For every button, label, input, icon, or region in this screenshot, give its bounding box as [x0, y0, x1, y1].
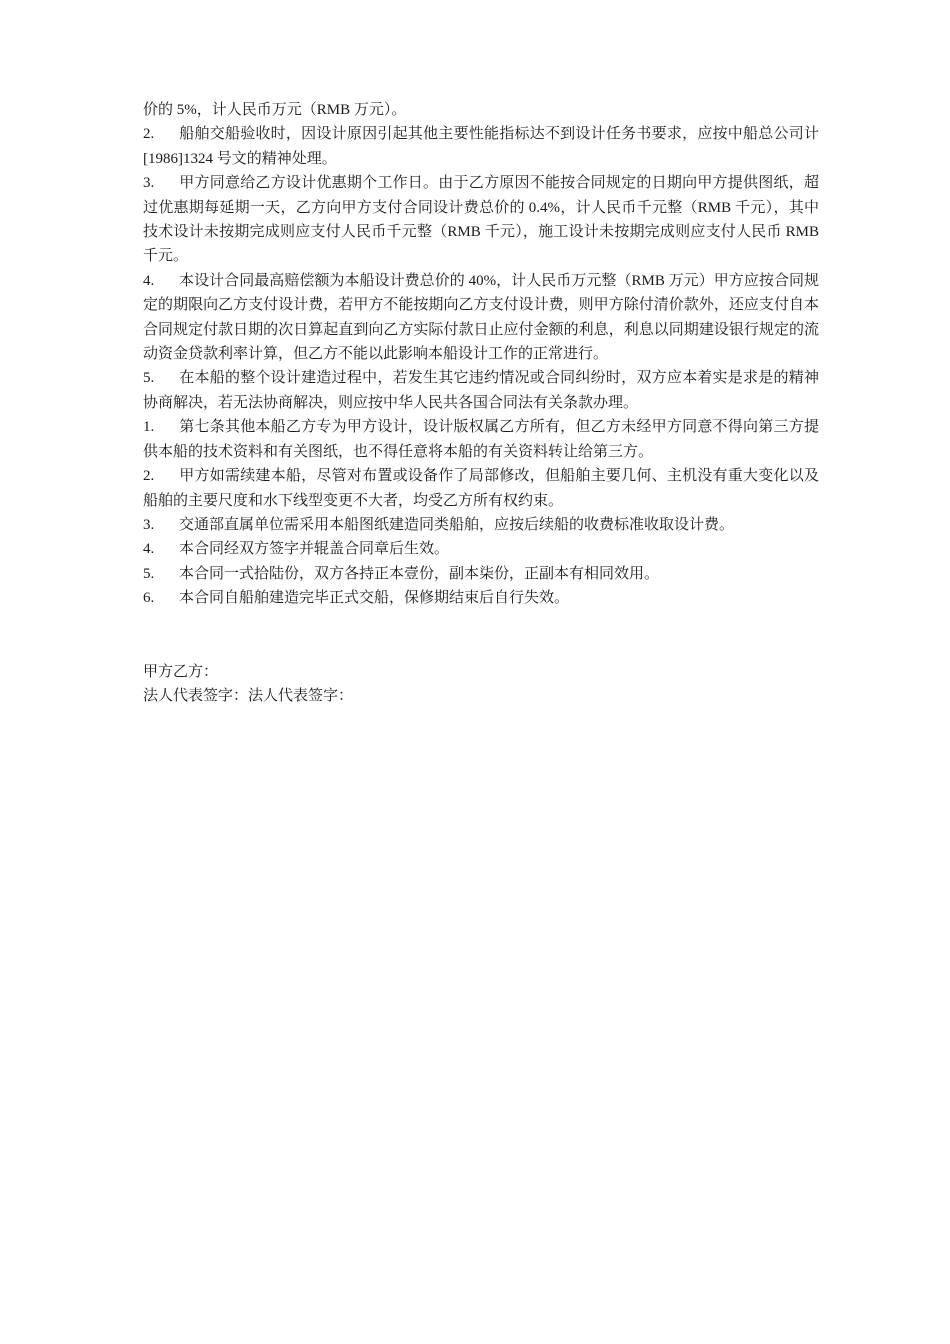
clause-item — [143, 562, 819, 586]
clause-number: 5. — [143, 565, 155, 582]
clause-text: 本设计合同最高赔偿额为本船设计费总价的 40%，计人民币万元整（RMB 万元）甲方应按合同规定的期限向乙方支付设计费，若甲方不能按期向乙方支付设计费，则甲方除付清价款外，还应支付自本合同规定付款日期的次日算起直到向乙方实际付款日止应付金额的利息，利息以同期建设银行规定的流动资金贷款利率计算，但乙方不能以此影响本船设计工作的正常进行。 — [143, 272, 819, 363]
clause-text: 甲方如需续建本船，尽管对布置或设备作了局部修改，但船舶主要几何、主机没有重大变化以及船舶的主要尺度和水下线型变更不大者，均受乙方所有权约束。 — [143, 468, 819, 509]
clause-item — [143, 415, 819, 464]
contract-page — [143, 98, 819, 708]
clause-item — [143, 513, 819, 537]
continuation-paragraph: 价的 5%，计人民币万元（RMB 万元）。 — [143, 102, 407, 118]
clause-number: 5. — [143, 370, 155, 387]
section-spacer — [143, 611, 819, 660]
clause-text: 本合同一式拾陆份，双方各持正本壹份，副本柒份，正副本有相同效用。 — [179, 565, 660, 582]
clause-item — [143, 586, 819, 610]
clause-number: 3. — [143, 516, 155, 533]
clause-item — [143, 269, 819, 367]
clause-item — [143, 122, 819, 171]
clause-number: 2. — [143, 468, 155, 485]
clause-item — [143, 171, 819, 269]
signature-parties: 甲方乙方： — [143, 663, 219, 680]
clause-number: 6. — [143, 590, 155, 607]
clause-text: 在本船的整个设计建造过程中，若发生其它违约情况或合同纠纷时，双方应本着实是求是的精神协商解决，若无法协商解决，则应按中华人民共各国合同法有关条款办理。 — [143, 370, 819, 411]
clause-text: 交通部直属单位需采用本船图纸建造同类船舶，应按后续船的收费标准收取设计费。 — [179, 516, 735, 533]
clause-text: 甲方同意给乙方设计优惠期个工作日。由于乙方原因不能按合同规定的日期向甲方提供图纸，超过优惠期每延期一天，乙方向甲方支付合同设计费总价的 0.4%，计人民币千元整（RMB 千元），其中技术设计未按期完成则应支付人民币千元整（RMB 千元），施工设计未按期完成则应支付人民币 RMB 千元。 — [143, 175, 819, 265]
clause-item — [143, 464, 819, 513]
clause-number: 4. — [143, 541, 155, 558]
clause-number: 1. — [143, 419, 155, 436]
clause-text: 第七条其他本船乙方专为甲方设计，设计版权属乙方所有，但乙方未经甲方同意不得向第三方提供本船的技术资料和有关图纸，也不得任意将本船的有关资料转让给第三方。 — [143, 419, 819, 460]
clause-item — [143, 366, 819, 415]
clause-text: 本合同经双方签字并辊盖合同章后生效。 — [179, 541, 450, 558]
clause-number: 3. — [143, 175, 155, 192]
clause-number: 2. — [143, 126, 155, 143]
clause-text: 船舶交船验收时，因设计原因引起其他主要性能指标达不到设计任务书要求，应按中船总公司计[1986]1324 号文的精神处理。 — [143, 126, 819, 167]
signature-representatives: 法人代表签字：法人代表签字： — [143, 687, 354, 704]
clause-text: 本合同自船舶建造完毕正式交船，保修期结束后自行失效。 — [179, 590, 570, 607]
clause-number: 4. — [143, 272, 155, 289]
clause-item — [143, 537, 819, 561]
